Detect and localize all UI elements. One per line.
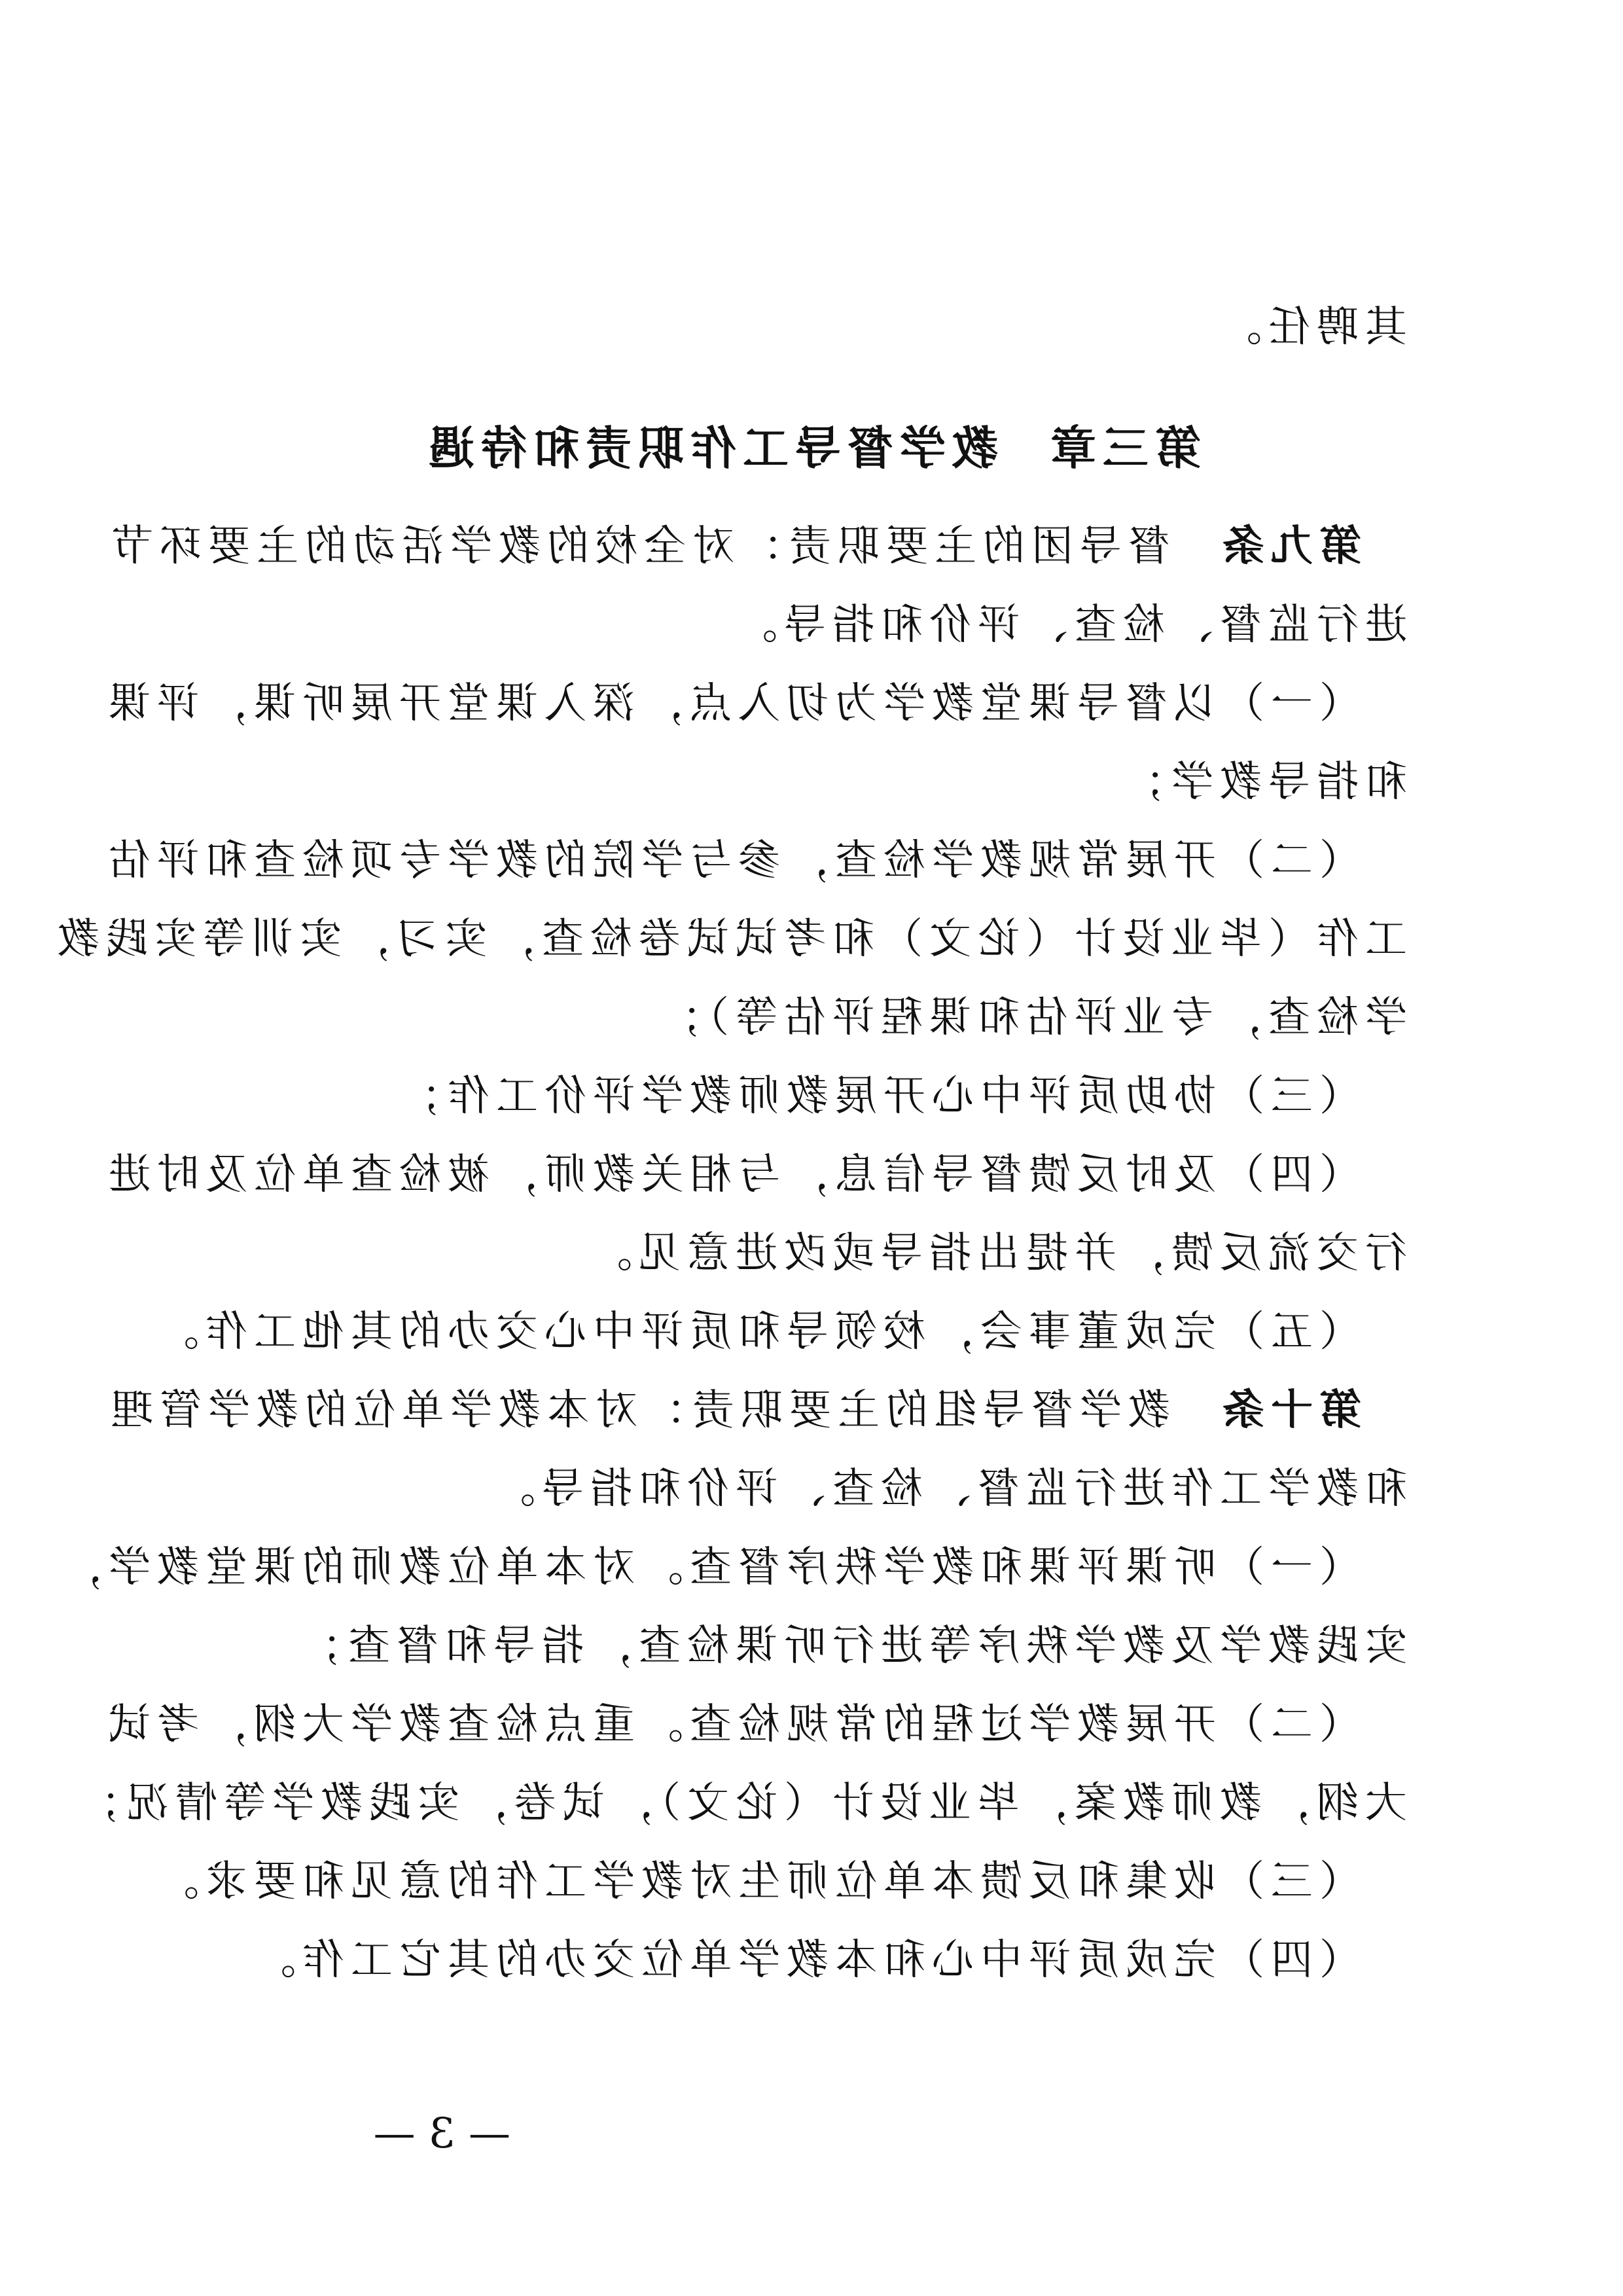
paragraph-line: （四）及时反馈督导信息，与相关教师，被检查单位及时进 [102, 1151, 1361, 1199]
article-label: 第十条 [1216, 1386, 1361, 1435]
article-ten-line [105, 1384, 1361, 1437]
article-nine-line [105, 520, 1361, 573]
chapter-title [0, 419, 1623, 478]
paragraph-line: （三）协助质评中心开展教师教学评价工作； [393, 1072, 1361, 1121]
paragraph-line: 工作（毕业设计（论文）和考试试卷检查，实习，实训等实践教 [51, 915, 1407, 963]
article-text: 督导团的主要职责：对全校的教学活动的主要环节 [105, 522, 1170, 571]
paragraph-line: （二）开展常规教学检查，参与学院的教学专项检查和评估 [102, 836, 1361, 885]
chapter-heading: 教学督导工作职责和待遇 [422, 422, 998, 475]
paragraph-line: 和指导教学； [1116, 758, 1407, 806]
paragraph-line: 进行监督、检查、评价和指导。 [729, 601, 1407, 649]
paragraph-line: 大纲，教师教案，毕业设计（论文），试卷，实践教学等情况； [72, 1779, 1407, 1827]
paragraph-line: （一）以督导课堂教学为切入点，深入课堂开展听课，评课 [102, 679, 1361, 728]
article-text: 教学督导组的主要职责：对本教学单位的教学管理 [105, 1386, 1170, 1435]
chapter-number: 第三章 [1044, 422, 1201, 475]
paragraph-line: 实践教学及教学秩序等进行听课检查，指导和督查； [293, 1622, 1407, 1670]
paragraph-line: （三）收集和反馈本单位师生对教学工作的意见和要求。 [151, 1857, 1361, 1906]
page-number: — 3 — [373, 2109, 510, 2158]
article-label: 第九条 [1216, 522, 1361, 571]
paragraph-line: （五）完成董事会，校领导和质评中心交办的其他工作。 [151, 1308, 1361, 1356]
paragraph-line: 和教学工作进行监督、检查、评价和指导。 [487, 1465, 1407, 1513]
paragraph-line: （一）听课评课和教学秩序督查。对本单位教师的课堂教学， [54, 1543, 1361, 1592]
paragraph-line: 行交流反馈，并提出指导或改进意见。 [584, 1229, 1407, 1278]
paragraph-line: （四）完成质评中心和本教学单位交办的其它工作。 [247, 1936, 1361, 1984]
paragraph-line: （二）开展教学过程的常规检查。重点检查教学大纲，考试 [102, 1700, 1361, 1749]
paragraph-line: 其聘任。 [1213, 303, 1407, 351]
paragraph-line: 学检查，专业评估和课程评估等）； [653, 994, 1407, 1042]
